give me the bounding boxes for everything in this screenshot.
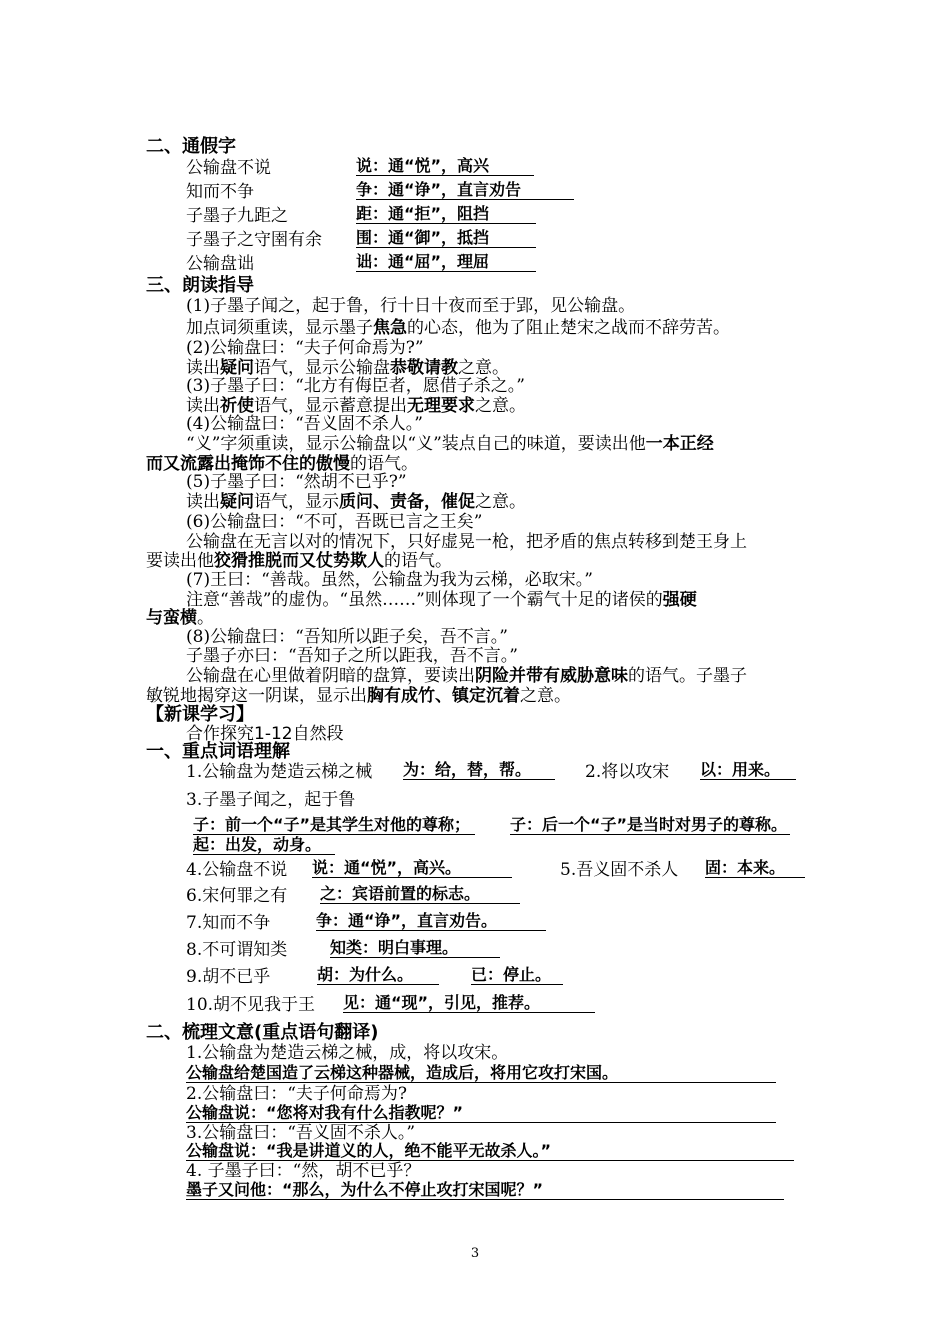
word-answer: 已：停止。 (471, 965, 563, 985)
langdu-line: 而又流露出掩饰不住的傲慢的语气。 (146, 454, 418, 474)
translation-answer: 墨子又问他：“那么，为什么不停止攻打宋国呢？” (186, 1180, 784, 1200)
tongjiazi-answer-5: 诎：通“屈”，理屈 (356, 252, 536, 272)
word-question: 8.不可谓知类 (186, 940, 288, 960)
langdu-line: (1)子墨子闻之，起于鲁，行十日十夜而至于郢，见公输盘。 (186, 296, 636, 316)
word-answer: 知类：明白事理。 (330, 938, 500, 958)
word-question: 7.知而不争 (186, 913, 271, 933)
word-answer: 争：通“诤”，直言劝告。 (316, 911, 546, 931)
word-question: 1.公输盘为楚造云梯之械 (186, 762, 373, 782)
langdu-line: (7)王曰：“善哉。虽然，公输盘为我为云梯，必取宋。” (186, 570, 593, 590)
word-answer: 为：给，替，帮。 (403, 760, 555, 780)
langdu-line: 读出祈使语气，显示蓄意提出无理要求之意。 (186, 396, 526, 416)
langdu-line: 子墨子亦曰：“吾知子之所以距我，吾不言。” (186, 646, 518, 666)
langdu-line: (8)公输盘曰：“吾知所以距子矣，吾不言。” (186, 627, 508, 647)
word-answer: 固：本来。 (705, 858, 805, 878)
word-question: 4.公输盘不说 (186, 860, 288, 880)
langdu-line: 公输盘在心里做着阴暗的盘算，要读出阴险并带有威胁意味的语气。子墨子 (186, 666, 747, 686)
translation-question: 2.公输盘曰：“夫子何命焉为? (186, 1084, 408, 1104)
word-answer: 之：宾语前置的标志。 (320, 884, 520, 904)
translation-question: 4. 子墨子曰：“然，胡不已乎？ (186, 1161, 421, 1181)
subheading-hezuo: 合作探究1-12自然段 (186, 724, 344, 744)
translation-question: 3.公输盘曰：“吾义固不杀人。” (186, 1123, 416, 1143)
tongjiazi-answer-3: 距：通“拒”，阻挡 (356, 204, 536, 224)
tongjiazi-phrase-5: 公输盘诎 (186, 254, 254, 274)
tongjiazi-phrase-1: 公输盘不说 (186, 158, 271, 178)
word-answer: 子：后一个“子”是当时对男子的尊称。 (510, 815, 790, 835)
langdu-line: (4)公输盘曰：“吾义固不杀人。” (186, 414, 423, 434)
word-question: 5.吾义固不杀人 (560, 860, 679, 880)
langdu-line: (5)子墨子曰：“然胡不已乎?” (186, 472, 407, 492)
section-heading-ciyu: 一、重点词语理解 (146, 741, 290, 762)
translation-question: 1.公输盘为楚造云梯之械，成，将以攻宋。 (186, 1043, 509, 1063)
langdu-line: (6)公输盘曰：“不可，吾既已言之王矣” (186, 512, 483, 532)
tongjiazi-answer-1: 说：通“悦”，高兴 (356, 156, 534, 176)
section-heading-langdu: 三、朗读指导 (146, 275, 254, 296)
word-question: 10.胡不见我于王 (186, 995, 316, 1015)
word-question: 2.将以攻宋 (585, 762, 670, 782)
section-heading-xinke: 【新课学习】 (146, 704, 254, 725)
section-heading-shuli: 二、梳理文意(重点语句翻译) (146, 1022, 379, 1043)
langdu-line: 读出疑问语气，显示质问、责备，催促之意。 (186, 492, 526, 512)
word-answer: 起：出发，动身。 (193, 835, 335, 855)
word-answer: 说：通“悦”，高兴。 (312, 858, 512, 878)
section-heading-tongjiazi: 二、通假字 (146, 136, 236, 157)
word-answer: 以：用来。 (700, 760, 796, 780)
langdu-line: 要读出他狡猾推脱而又仗势欺人的语气。 (146, 551, 452, 571)
langdu-line: 敏锐地揭穿这一阴谋，显示出胸有成竹、镇定沉着之意。 (146, 686, 571, 706)
tongjiazi-answer-2: 争：通“诤”，直言劝告 (356, 180, 574, 200)
tongjiazi-phrase-2: 知而不争 (186, 182, 254, 202)
word-answer: 见：通“现”，引见，推荐。 (343, 993, 595, 1013)
translation-answer: 公输盘说：“您将对我有什么指教呢？” (186, 1103, 776, 1123)
langdu-line: 与蛮横。 (146, 608, 214, 628)
langdu-line: 注意“善哉”的虚伪。“虽然……”则体现了一个霸气十足的诸侯的强硬 (186, 590, 697, 610)
tongjiazi-phrase-4: 子墨子之守圉有余 (186, 230, 322, 250)
langdu-line: 公输盘在无言以对的情况下，只好虚晃一枪，把矛盾的焦点转移到楚王身上 (186, 532, 747, 552)
tongjiazi-answer-4: 围：通“御”，抵挡 (356, 228, 536, 248)
langdu-line: (2)公输盘曰：“夫子何命焉为?” (186, 338, 424, 358)
word-question: 9.胡不已乎 (186, 967, 271, 987)
page-number: 3 (470, 1246, 480, 1261)
langdu-line: “义”字须重读，显示公输盘以“义”装点自己的味道，要读出他一本正经 (186, 434, 714, 454)
word-answer: 胡：为什么。 (317, 965, 439, 985)
word-answer: 子：前一个“子”是其学生对他的尊称； (193, 815, 475, 835)
langdu-line: (3)子墨子曰：“北方有侮臣者，愿借子杀之。” (186, 376, 525, 396)
translation-answer: 公输盘给楚国造了云梯这种器械，造成后，将用它攻打宋国。 (186, 1063, 776, 1083)
word-question: 6.宋何罪之有 (186, 886, 288, 906)
langdu-line: 加点词须重读，显示墨子焦急的心态，他为了阻止楚宋之战而不辞劳苦。 (186, 318, 730, 338)
tongjiazi-phrase-3: 子墨子九距之 (186, 206, 288, 226)
translation-answer: 公输盘说：“我是讲道义的人，绝不能平无故杀人。” (186, 1141, 794, 1161)
word-question: 3.子墨子闻之，起于鲁 (186, 790, 356, 810)
langdu-line: 读出疑问语气，显示公输盘恭敬请教之意。 (186, 358, 509, 378)
